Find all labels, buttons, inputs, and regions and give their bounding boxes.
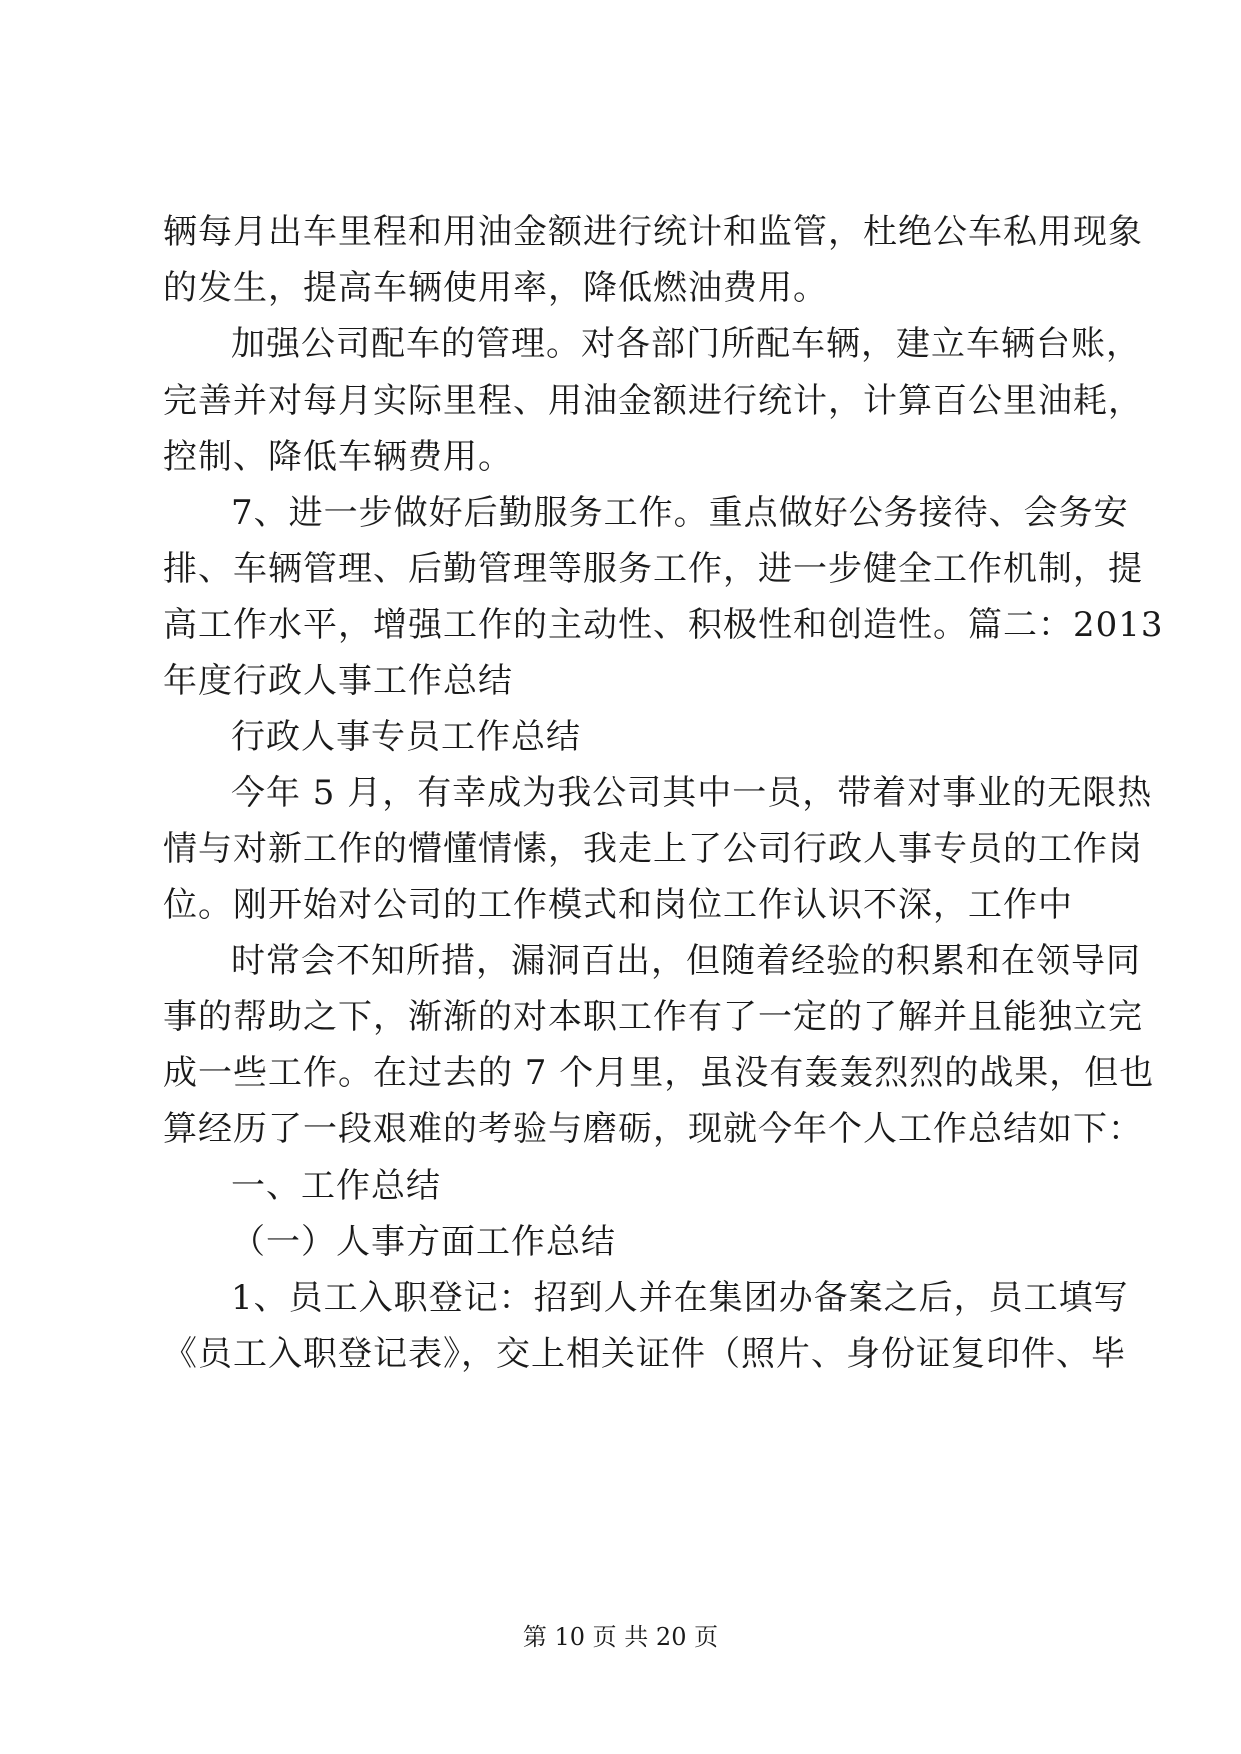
text-line: 高工作水平，增强工作的主动性、积极性和创造性。篇二：2013 xyxy=(163,605,1164,645)
text-line: 完善并对每月实际里程、用油金额进行统计，计算百公里油耗， xyxy=(163,381,1143,421)
text-line: 情与对新工作的懵懂情愫，我走上了公司行政人事专员的工作岗 xyxy=(163,829,1143,869)
text-line: 今年 5 月，有幸成为我公司其中一员，带着对事业的无限热 xyxy=(231,773,1153,813)
text-line: 的发生，提高车辆使用率，降低燃油费用。 xyxy=(163,268,828,308)
text-line: 控制、降低车辆费用。 xyxy=(163,437,513,477)
page-number-footer: 第 10 页 共 20 页 xyxy=(522,1623,719,1651)
subsection-heading: （一）人事方面工作总结 xyxy=(231,1222,616,1262)
text-line: 年度行政人事工作总结 xyxy=(163,661,513,701)
text-line: 位。刚开始对公司的工作模式和岗位工作认识不深，工作中 xyxy=(163,885,1073,925)
text-line: 排、车辆管理、后勤管理等服务工作，进一步健全工作机制，提 xyxy=(163,549,1143,589)
text-line: 算经历了一段艰难的考验与磨砺，现就今年个人工作总结如下： xyxy=(163,1109,1143,1149)
text-line: 成一些工作。在过去的 7 个月里，虽没有轰轰烈烈的战果，但也 xyxy=(163,1053,1155,1093)
text-line: 事的帮助之下，渐渐的对本职工作有了一定的了解并且能独立完 xyxy=(163,997,1143,1037)
section-heading: 行政人事专员工作总结 xyxy=(231,717,581,757)
text-line: 1、员工入职登记：招到人并在集团办备案之后，员工填写 xyxy=(231,1278,1129,1318)
text-line: 《员工入职登记表》，交上相关证件（照片、身份证复印件、毕 xyxy=(163,1334,1126,1374)
section-heading: 一、工作总结 xyxy=(231,1166,441,1206)
text-line: 7、进一步做好后勤服务工作。重点做好公务接待、会务安 xyxy=(231,493,1129,533)
text-line: 加强公司配车的管理。对各部门所配车辆，建立车辆台账， xyxy=(231,324,1141,364)
text-line: 辆每月出车里程和用油金额进行统计和监管，杜绝公车私用现象 xyxy=(163,212,1143,252)
text-line: 时常会不知所措，漏洞百出，但随着经验的积累和在领导同 xyxy=(231,941,1141,981)
